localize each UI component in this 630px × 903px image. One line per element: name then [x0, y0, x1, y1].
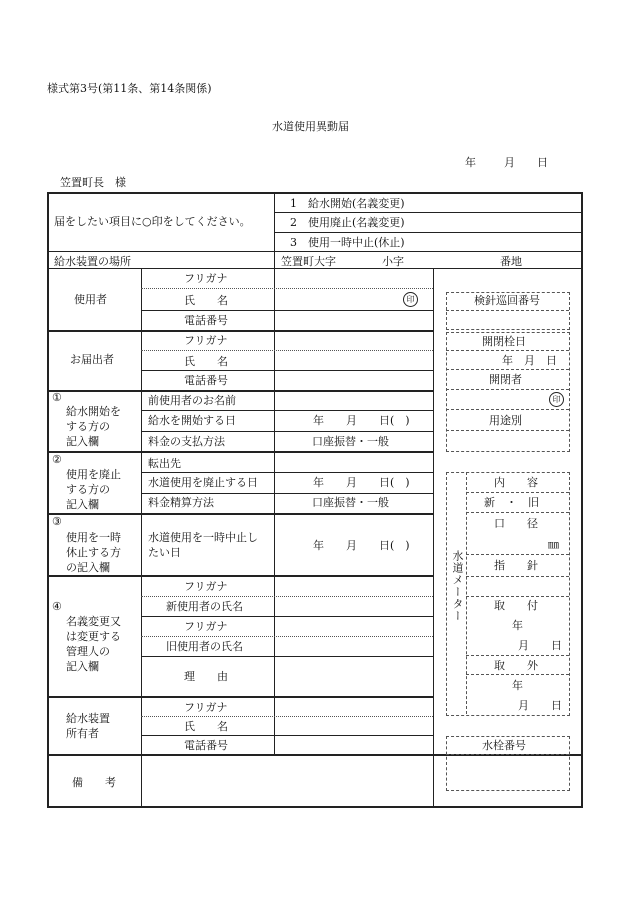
date-day: 日: [537, 156, 548, 169]
location-koaza: 小字: [382, 255, 404, 268]
sec4-old-name-label: 旧使用者の氏名: [166, 640, 243, 653]
frame-top: [47, 192, 583, 194]
sec2-settle-label: 料金精算方法: [148, 496, 214, 509]
valve-number-label: 水栓番号: [482, 739, 526, 752]
notifier-phone-label: 電話番号: [184, 374, 228, 387]
meter-install-label: 取 付: [494, 599, 538, 612]
install-year: 年: [512, 619, 523, 632]
location-banchi: 番地: [500, 255, 522, 268]
meter-contents-label: 内 容: [494, 476, 538, 489]
usage-label: 用途別: [489, 414, 522, 427]
sec1-pay-options: 口座振替・一般: [312, 435, 389, 448]
sec4-furigana1-label: フリガナ: [184, 580, 228, 593]
sec2-date-format: 年 月 日( ): [313, 476, 410, 489]
frame-bottom: [47, 806, 583, 808]
valve-date-label: 開閉栓日: [482, 335, 526, 348]
date-year: 年: [465, 156, 476, 169]
sec3-date-format: 年 月 日( ): [313, 539, 410, 552]
addressee: 笠置町長 様: [60, 176, 126, 189]
date-month: 月: [504, 156, 515, 169]
meter-reading-label: 指 針: [494, 559, 538, 572]
sec3-number: ③: [52, 515, 62, 528]
label-column-line: [141, 268, 142, 808]
user-seal-icon: 印: [403, 292, 418, 307]
sec2-pay-options: 口座振替・一般: [312, 496, 389, 509]
sec1-start-date-label: 給水を開始する日: [148, 414, 236, 427]
install-month-day: 月 日: [518, 639, 562, 652]
sec1-pay-method-label: 料金の支払方法: [148, 435, 225, 448]
sec4-new-name-label: 新使用者の氏名: [166, 600, 243, 613]
remove-month-day: 月 日: [518, 699, 562, 712]
sec4-label: 名義変更又 は変更する 管理人の 記入欄: [66, 615, 121, 673]
remove-year: 年: [512, 679, 523, 692]
operator-label: 開閉者: [489, 373, 522, 386]
sec1-prev-name-label: 前使用者のお名前: [148, 394, 236, 407]
owner-label: 給水装置 所有者: [66, 712, 110, 740]
sec2-label: 使用を廃止 する方の 記入欄: [66, 468, 121, 511]
owner-phone-label: 電話番号: [184, 739, 228, 752]
items-instruction: 届をしたい項目に○印をしてください。: [54, 215, 251, 228]
office-column-line: [433, 268, 434, 808]
operator-seal-icon: 印: [549, 392, 564, 407]
sec2-number: ②: [52, 453, 62, 466]
valve-date-ymd: 年 月 日: [502, 354, 557, 367]
location-label: 給水装置の場所: [54, 255, 131, 268]
item-option-2[interactable]: 2 使用廃止(名義変更): [290, 216, 405, 229]
frame-right: [581, 192, 583, 808]
sec1-date-format: 年 月 日( ): [313, 414, 410, 427]
sec4-number: ④: [52, 600, 62, 613]
meter-mm-unit: ㎜: [548, 538, 559, 551]
user-furigana-label: フリガナ: [184, 272, 228, 285]
meter-bore-label: 口 径: [494, 517, 538, 530]
sec2-end-date-label: 水道使用を廃止する日: [148, 476, 258, 489]
form-title: 水道使用異動届: [272, 120, 349, 133]
meter-route-label: 検針巡回番号: [474, 294, 540, 307]
sec1-number: ①: [52, 391, 62, 404]
owner-name-label: 氏 名: [184, 720, 228, 733]
remarks-label: 備 考: [72, 776, 116, 789]
item-option-1[interactable]: 1 給水開始(名義変更): [290, 197, 405, 210]
notifier-furigana-label: フリガナ: [184, 334, 228, 347]
sec4-reason-label: 理 由: [184, 670, 228, 683]
meter-remove-label: 取 外: [494, 659, 538, 672]
notifier-label: お届出者: [70, 353, 114, 366]
location-town: 笠置町大字: [281, 255, 336, 268]
sec3-label: 使用を一時 休止する方 の記入欄: [66, 531, 121, 574]
value-column-line: [274, 268, 275, 754]
frame-left: [47, 192, 49, 808]
user-phone-label: 電話番号: [184, 314, 228, 327]
form-number: 様式第3号(第11条、第14条関係): [47, 82, 212, 95]
sec4-furigana2-label: フリガナ: [184, 620, 228, 633]
meter-new-old-label: 新 ・ 旧: [484, 496, 539, 509]
user-name-label: 氏 名: [184, 294, 228, 307]
notifier-name-label: 氏 名: [184, 355, 228, 368]
sec2-move-to-label: 転出先: [148, 457, 181, 470]
sec1-label: 給水開始を する方の 記入欄: [66, 405, 121, 448]
user-label: 使用者: [74, 293, 107, 306]
meter-vertical-label: 水道メーター: [451, 550, 464, 622]
sec3-stop-date-label: 水道使用を一時中止し たい日: [148, 531, 258, 559]
owner-furigana-label: フリガナ: [184, 701, 228, 714]
item-option-3[interactable]: 3 使用一時中止(休止): [290, 236, 405, 249]
